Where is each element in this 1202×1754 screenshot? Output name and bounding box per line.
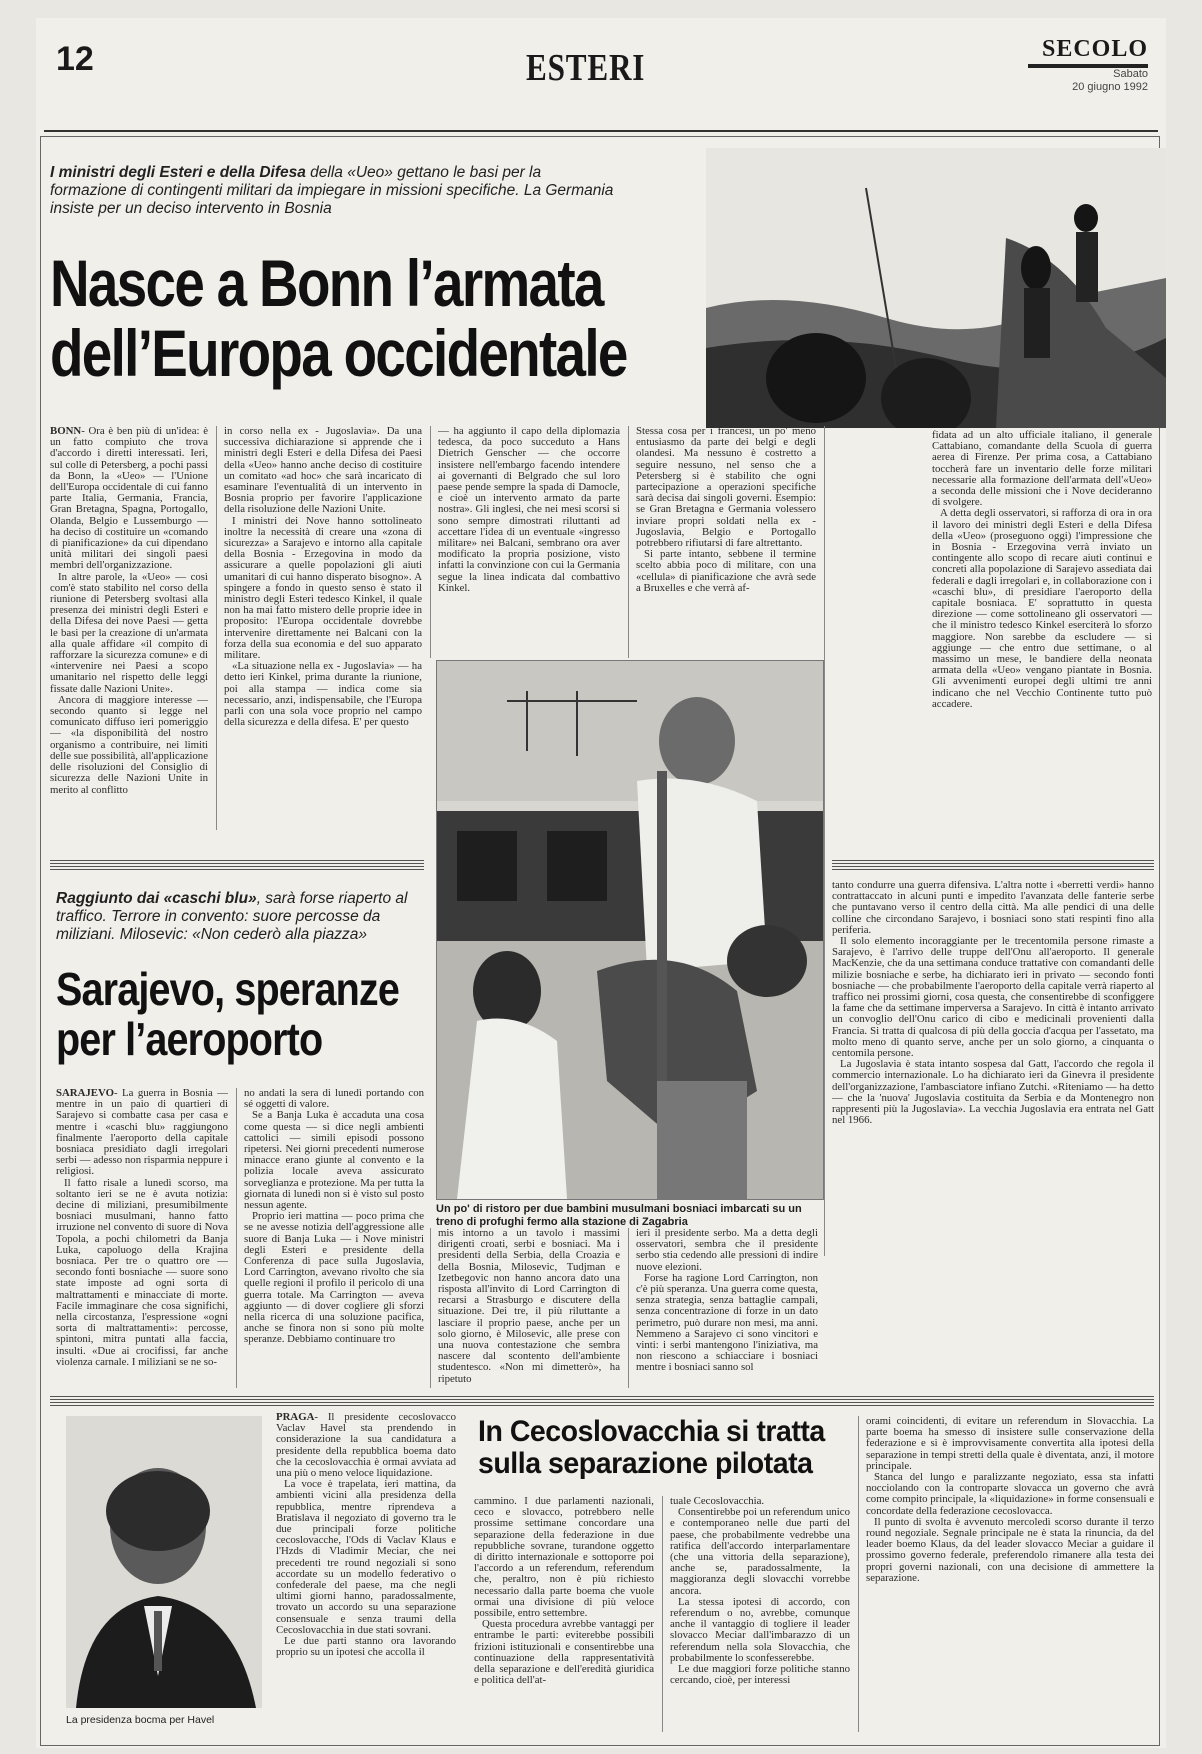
children-photo-image — [437, 661, 823, 1199]
article2-col1-p2: Il fatto risale a lunedì scorso, ma soltanto ieri se ne è avuta notizia: decine di miliziani, presumibilmente bosniaci musulmani, hanno fatto irruzione nel convento di suore di Nova Topola, a pochi chilometri da Banja Luka, capoluogo della Krajina bosniaca. Per tre o quattro ore — secondo fonti bosniache — suore sono state imposte ad ogni sorta di maltrattamenti e minacciate di morte. Facile immaginare che cosa significhi, nella circostanza, l'espressione «ogni sorta di maltrattamenti»: percosse, spintoni, mitra puntati alla faccia, insulti. «Due ai crocifissi, far anche violenza carnale. I miliziani se ne so- — [56, 1176, 228, 1368]
section-divider-pattern — [50, 860, 424, 872]
article3-col4-p1: orami coincidenti, di evitare un referendum in Slovacchia. La parte boema ha smesso di insistere sulle conservazione della federazione e si è improvvisamente convertita alla ipotesi della separazione in tempi stretti della quale è diventata, anzi, il motore principale. — [866, 1416, 1154, 1472]
column-rule — [216, 426, 217, 830]
soldiers-photo — [706, 148, 1166, 428]
article1-col4-p1: Stessa cosa per i francesi, un po' meno entusiasmo da parte dei belgi e degli olandesi. Ma nessuno è costretto a seguire nessuno, nel senso che a Petersberg si è stabilito che ogni partecipazione a operazioni specifiche sarà decisa dai singoli governi. Esempio: se Gran Bretagna e Germania volessero inviare propri soldati nella ex - Jugoslavia, Belgio e Portogallo potrebbero rifiutarsi di fare altrettanto. — [636, 426, 816, 550]
article1-col2-p1: in corso nella ex - Jugoslavia». Da una successiva dichiarazione si apprende che i ministri degli Esteri e della Difesa dei Paesi della «Ueo» hanno anche deciso di costituire un comitato «ad hoc» che sarà incaricato di esaminare l'eventualità di un intervento in Bosnia proprio per favorire l'applicazione della risoluzione delle Nazioni Unite. — [224, 426, 422, 516]
article3-col3-p2: Consentirebbe poi un referendum unico e contemporaneo nelle due parti del paese, che probabilmente vedrebbe una ratifica dell'accordo interparlamentare (che una vittoria della separazione), anche se, paradossalmente, la maggioranza degli slovacchi vorrebbe ancora. — [670, 1506, 850, 1597]
article1-column-2 — [224, 426, 422, 830]
article2-col2-p1: no andati la sera di lunedì portando con sé oggetti di valore. — [244, 1088, 424, 1111]
article3-column-1 — [276, 1412, 456, 1732]
issue-day: Sabato — [1113, 68, 1148, 80]
article2-col5-p3: La Jugoslavia è stata intanto sospesa dal Gatt, l'accordo che regola il commercio internazionale. Lo ha dichiarato ieri da Ginevra il presidente dell'organizzazione, l'ambasciatore infiano Zutchi. «Riteniamo — ha detto — che la 'nuova' Jugoslavia costituita da Serbia e da Montenegro non rappresenti più la Jugoslavia». La vecchia Jugoslavia era entrata nel Gatt nel 1966. — [832, 1058, 1154, 1127]
article1-headline-line2: dell’Europa occidentale — [50, 316, 627, 390]
article1-col1-p2: In altre parole, la «Ueo» — così com'è stato stabilito nel corso della riunione di Petersberg svoltasi alla presenza dei ministri degli Esteri e della Difesa dei nove Paesi — getta le basi per la creazione di un'armata alla quale affidare «il compito di rafforzare la sicurezza comune» e di «intervenire nei Paesi a scopo umanitario nel rispetto delle leggi fissate dalle Nazioni Unite». — [50, 570, 208, 695]
article2-column-3 — [438, 1228, 620, 1388]
article2-col4-p1: ieri il presidente serbo. Ma a detta degli osservatori, sembra che il presidente serbo stia cedendo alle pressioni di indire nuove elezioni. — [636, 1228, 818, 1273]
article3-col3-p3: La stessa ipotesi di accordo, con referendum o no, avrebbe, comunque anche il vantaggio di togliere il leader slovacco Meciar dall'imbarazzo di un referendum nella sola Slovacchia, che probabilmente lo sconfesserebbe. — [670, 1595, 850, 1664]
newspaper-name: SECOLO — [1028, 36, 1148, 68]
column-rule — [662, 1496, 663, 1732]
article2-col5-p1: tanto condurre una guerra difensiva. L'altra notte i «berretti verdi» hanno contrattaccato in alcuni punti e impedito l'avanzata delle fanterie serbe che puntavano verso il centro della città. Ma alle pendici di una delle colline che circondano Sarajevo, i bosniaci sono stati respinti fino alla periferia. — [832, 880, 1154, 936]
column-rule — [236, 1088, 237, 1388]
article1-col5-p2: A detta degli osservatori, si rafforza di ora in ora il lavoro dei ministri degli Esteri e della Difesa della «Ueo» (proseguono oggi) l'impressione che in Bosnia - Erzegovina verrà inviato un contingente allo scopo di recare aiuti continui e concreti alla popolazione di Sarajevo assediata dai federali e dagli irregolari e, in collaborazione con i «caschi blu», di presidiare l'aeroporto della capitale bosniaca. E' soprattutto in questa direzione — come sottolineano gli osservatori — che il ministro tedesco Kinkel eserciterà lo sforzo maggiore. Non sarebbe da escludere — si aggiunge — che entro due settimane, o al massimo un mese, le bandiere della neonata armata della «Ueo» vengano piantate in Bosnia. Gli avvenimenti europei degli ultimi tre anni indicano che nel Vecchio Continente tutto può accadere. — [932, 507, 1152, 710]
article3-col1-p1: - Il presidente cecoslovacco Vaclav Havel sta prendendo in considerazione la sua candidatura a presidente della repubblica boema dato che la cecoslovacchia è ormai avviata ad una più o meno veloce liquidazione. — [276, 1412, 456, 1480]
children-photo-caption: Un po' di ristoro per due bambini musulmani bosniaci imbarcati su un treno di profughi fermo alla stazione di Zagabria — [436, 1203, 802, 1228]
children-photo — [436, 660, 824, 1200]
article1-col1-p3: Ancora di maggiore interesse — secondo quanto si legge nel comunicato diffuso ieri pomeriggio — «la disponibilità del nostro organismo a contribuire, nei limiti delle sue possibilità, all'applicazione delle risoluzioni del Consiglio di sicurezza delle Nazioni Unite in merito al conflitto — [50, 693, 208, 796]
article1-column-3 — [438, 426, 620, 652]
article3-col2-p2: Questa procedura avrebbe vantaggi per entrambe le parti: eviterebbe possibili frizioni istituzionali e consentirebbe una continuazione della rappresentatività della separazione e dell'eredità giuridica e politica dell'at- — [474, 1618, 654, 1687]
article2-headline-line2: per l’aeroporto — [56, 1013, 323, 1065]
havel-photo — [66, 1416, 262, 1708]
article1-column-1 — [50, 426, 208, 830]
column-rule — [628, 426, 629, 658]
article1-col2-p2: I ministri dei Nove hanno sottolineato inoltre la necessità di creare una «zona di sicurezza» a Sarajevo e intorno alla capitale della Bosnia - Erzegovina in modo da assicurare a quelle popolazioni gli aiuti umanitari di cui hanno disperato bisogno». A spingere a fondo in questo senso è stato il ministro degli Esteri tedesco Kinkel, il quale non ha mai fatto mistero delle proprie idee in proposito: l'Europa occidentale dovrebbe intervenire direttamente nei Balcani con la forza della sua economia e del suo apparato militare. — [224, 514, 422, 662]
article2-column-4 — [636, 1228, 818, 1388]
article1-kicker-lead: I ministri degli Esteri e della Difesa — [50, 164, 306, 181]
article2-headline-line1: Sarajevo, speranze — [56, 963, 399, 1015]
article2-col1-p1: - La guerra in Bosnia — mentre in un paio di quartieri di Sarajevo si combatte casa per casa e mentre i «caschi blu» raggiungono finalmente l'aeroporto della capitale bosniaca presidiato dagli irregolari serbi — adesso non risparmia neppure i religiosi. — [56, 1088, 228, 1178]
article2-kicker-lead: Raggiunto dai «caschi blu» — [56, 890, 257, 907]
article3-headline-line1: In Cecoslovacchia si tratta — [478, 1415, 825, 1448]
article3-headline — [478, 1416, 825, 1480]
article2-kicker-rest: , sarà forse riaperto al traffico. Terrore in convento: suore percosse da miliziani. Milosevic: «Non cederò alla piazza» — [56, 890, 408, 943]
article2-column-5 — [832, 880, 1154, 1388]
article1-col2-p3: «La situazione nella ex - Jugoslavia» — ha detto ieri Kinkel, prima durante la riunione, poi alla stampa — indica come sia necessario, anzi, indispensabile, che l'Europa parli con una sola voce proprio nel campo della sicurezza e della difesa. E' per questo — [224, 660, 422, 729]
havel-photo-caption: La presidenza bocma per Havel — [66, 1714, 215, 1726]
article2-col3-p1: mis intorno a un tavolo i massimi dirigenti croati, serbi e bosniaci. Ma i presidenti della Serbia, della Croazia e della Bosnia, Milosevic, Tudjman e Izetbegovic non hanno ancora dato una risposta all'invito di Lord Carrington di recarsi a Strasburgo e discutere della situazione. Dei tre, il più riluttante a lasciare il proprio paese, anche per un solo giorno, è Milosevic, alle prese con una nuova contestazione che sembra nascere dal scontento dell'ambiente studentesco. «Non mi dimetterò», ha ripetuto — [438, 1228, 620, 1385]
article2-dateline: SARAJEVO — [56, 1088, 114, 1099]
article1-headline — [50, 248, 627, 388]
column-rule — [858, 1416, 859, 1732]
article1-col4-p2: Si parte intanto, sebbene il termine scelto abbia poco di militare, con una «cellula» di pianificazione che avrà sede a Bruxelles e che verrà af- — [636, 548, 816, 594]
article2-headline — [56, 964, 399, 1064]
article2-col2-p2: Se a Banja Luka è accaduta una cosa come questa — si dice negli ambienti cattolici — simili episodi possono ripetersi. Nei giorni precedenti numerose minacce erano giunte al convento e la polizia locale aveva assicurato sorveglianza e protezione. Ma per tutta la giornata di lunedì non si è visto sul posto nessun agente. — [244, 1109, 424, 1212]
article1-column-4 — [636, 426, 816, 652]
section-divider-pattern — [50, 1396, 1154, 1408]
article3-headline-line2: sulla separazione pilotata — [478, 1447, 813, 1480]
column-rule — [430, 426, 431, 658]
column-rule — [430, 1228, 431, 1388]
article2-col4-p2: Forse ha ragione Lord Carrington, non c'è più speranza. Una guerra come questa, senza strategia, senza battaglie campali, senza concentrazione di forze in un dato perimetro, può durare non mesi, ma anni. Nemmeno a Sarajevo ci sono vincitori e vinti: i serbi mantengono l'iniziativa, ma non riescono a schiacciare i bosniaci mentre i bosniaci sanno sol — [636, 1271, 818, 1374]
section-divider-pattern — [832, 860, 1154, 872]
article1-column-5 — [932, 430, 1152, 866]
article3-col4-p3: Il punto di svolta è avvenuto mercoledì scorso durante il terzo round negoziale. Segnale principale ne è stata la rinuncia, da del leader boemo Klaus, da del leader slovacco Meciar a guidare il prossimo governo federale, preferendolo rimanere alla testa dei propri governi nazionali, con una decisione di ammettere la separazione. — [866, 1515, 1154, 1584]
article1-col1-p1: - Ora è ben più di un'idea: è un fatto compiuto che trova d'accordo i diretti interessati. Ieri, sul colle di Petersberg, a pochi passi da Bonn, la «Ueo» — l'Unione dell'Europa occidentale di cui fanno parte Italia, Germania, Francia, Gran Bretagna, Spagna, Portogallo, Olanda, Belgio e Lussemburgo — ha deciso di costituire un «comando di pianificazione» da cui dipendano unità militari dei singoli paesi membri dell'organizzazione. — [50, 426, 208, 572]
article3-dateline: PRAGA — [276, 1412, 315, 1423]
article1-dateline: BONN — [50, 426, 82, 437]
article3-col2-p1: cammino. I due parlamenti nazionali, ceco e slovacco, potrebbero nelle prossime settimane concordare una separazione della federazione in due repubbliche sovrane, turandone oggetto di diritto internazionale e sottoporre poi l'accordo a un referendum, referendum che, peraltro, non è più richiesto necessario dalla parte boema che vuole ormai una divisione di più veloce possibile, entro settembre. — [474, 1496, 654, 1620]
article1-kicker — [50, 164, 620, 218]
article3-column-4 — [866, 1416, 1154, 1732]
newspaper-logo — [1028, 36, 1148, 94]
article2-kicker — [56, 890, 426, 944]
column-rule — [824, 426, 825, 1256]
article1-kicker-rest: della «Ueo» gettano le basi per la formazione di contingenti militari da impiegare in missioni specifiche. La Germania insiste per un deciso intervento in Bosnia — [50, 164, 614, 217]
article3-col3-p1: tuale Cecoslovacchia. — [670, 1496, 765, 1507]
article1-col5-p1: fidata ad un alto ufficiale italiano, il generale Cattabiano, comandante della Scuola di guerra aerea di Firenze. Per prima cosa, a Cattabiano toccherà fare un inventario delle forze militari necessarie alla formazione dell'armata dell'«Ueo» a seconda delle missioni che i Nove decideranno di svolgere. — [932, 430, 1152, 509]
article2-column-1 — [56, 1088, 228, 1388]
article1-col3-p1: — ha aggiunto il capo della diplomazia tedesca, da poco succeduto a Hans Dietrich Genscher — che occorre insistere nell'embargo facendo intendere ai governanti di Belgrado che sul loro paese pende sempre la spada di Damocle, e cioè un intervento armato da parte nostra». Gli inglesi, che nei mesi scorsi si sono sempre dimostrati riluttanti ad accettare l'idea di un eventuale «ingresso militare» nei Balcani, sembrano ora aver modificato la propria posizione, visto infatti la convinzione con cui la Germania segue la linea indicata dal combattivo Kinkel. — [438, 426, 620, 594]
soldiers-photo-image — [706, 148, 1166, 428]
section-title: ESTERI — [526, 47, 646, 89]
article3-col4-p2: Stanca del lungo e paralizzante negoziato, essa sta infatti nocciolando con la controparte slovacca un governo che avrà come compito principale, la «liquidazione» in forme consensuali e concordate della federazione cecoslovacca. — [866, 1471, 1154, 1517]
havel-photo-image — [66, 1416, 262, 1708]
article3-column-3 — [670, 1496, 850, 1732]
page-number: 12 — [56, 40, 94, 78]
article3-col1-p3: Le due parti stanno ora lavorando proprio su un ipotesi che accolla il — [276, 1635, 456, 1659]
article2-col2-p3: Proprio ieri mattina — poco prima che se ne avesse notizia dell'aggressione alle suore di Banja Luka — i Nove ministri degli Esteri e presidente della Conferenza di pace sulla Jugoslavia, Lord Carrington, avevano rivolto che sia quelle regioni il profilo il pericolo di una guerra totale. Ma Carrington — aveva aggiunto — di dover cogliere gli sforzi nella ricerca di una soluzione pacifica, anche se finora non si sono più molte speranze. Debbiamo continuare tro — [244, 1210, 424, 1346]
issue-date: 20 giugno 1992 — [1072, 81, 1148, 93]
article3-col1-p2: La voce è trapelata, ieri mattina, da ambienti vicini alla presidenza della repubblica, mentre riprendeva a Bratislava il negoziato di governo tra le due principali forze politiche cecoslovacche, l'Ods di Vaclav Klaus e l'Hzds di Vladimir Meciar, che nei precedenti tre round negoziali si sono accordate su un modello federativo o confederale del paese, ma che negli ultimi giorni hanno, paradossalmente, trovato un accordo su una separazione consensuale e senza traumi della Cecoslovacchia in due stati sovrani. — [276, 1478, 456, 1636]
newspaper-page — [36, 18, 1166, 1748]
article1-headline-line1: Nasce a Bonn l’armata — [50, 246, 603, 320]
header-rule — [44, 130, 1158, 132]
column-rule — [628, 1228, 629, 1388]
article3-col3-p4: Le due maggiori forze politiche stanno cercando, cioè, per interessi — [670, 1663, 850, 1687]
article2-col5-p2: Il solo elemento incoraggiante per le trecentomila persone rimaste a Sarajevo, è l'arrivo delle truppe dell'Onu all'aeroporto. Il generale MacKenzie, che da una settimana conduce trattative con comandanti delle milizie bosniache e serbe, ha dichiarato ieri in privato — secondo fonti bosniache — che probabilmente l'aeroporto della capitale verrà riaperto al traffico nei prossimi giorni, cosa questa, che consentirebbe di sconfiggere la fame che da settimane imperversa a Sarajevo. In città è intanto arrivato un convoglio dell'Onu carico di cibo e medicinali provenienti dalla Francia. Si tratta di qualcosa di più della goccia d'acqua per l'assetato, ma molto meno di quanto serve, anche per un solo giorno, a cinquanta o centomila persone. — [832, 935, 1154, 1060]
article2-column-2 — [244, 1088, 424, 1388]
article3-column-2 — [474, 1496, 654, 1732]
